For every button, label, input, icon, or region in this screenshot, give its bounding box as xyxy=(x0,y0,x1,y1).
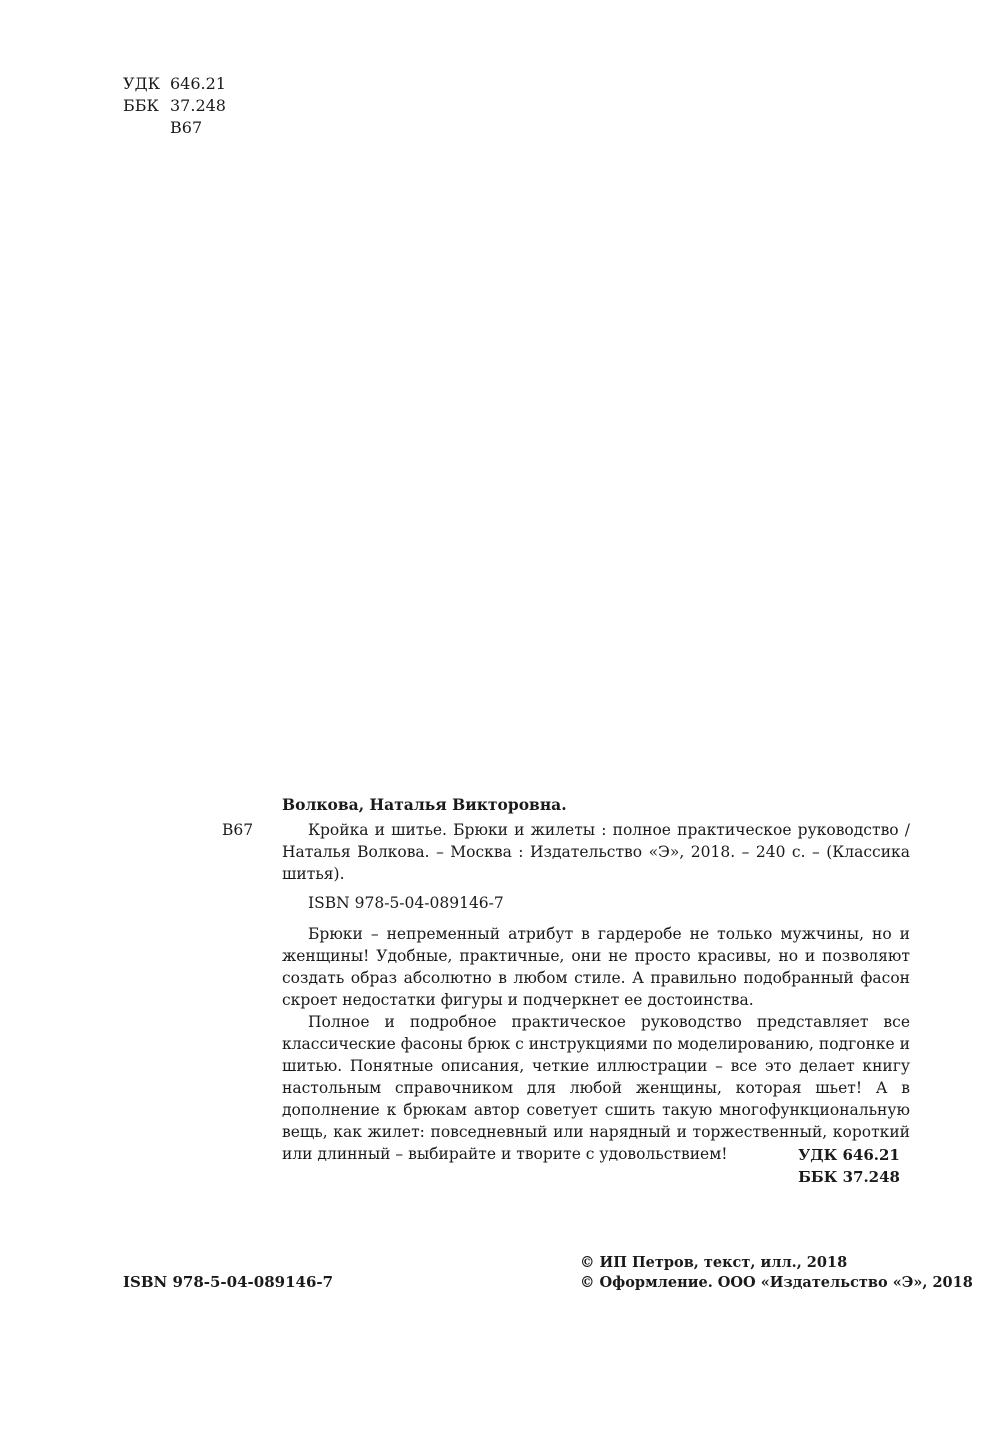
bbk-label: ББК xyxy=(123,96,159,115)
footer-isbn: ISBN 978-5-04-089146-7 xyxy=(123,1273,334,1291)
copyright-text: © ИП Петров, текст, илл., 2018 xyxy=(580,1254,848,1271)
copyright-block xyxy=(580,1253,973,1293)
udk-label: УДК xyxy=(123,74,160,93)
card-classification xyxy=(798,1144,900,1188)
card-annotation xyxy=(282,923,910,1165)
copyright-design: © Оформление. ООО «Издательство «Э», 2018 xyxy=(580,1274,973,1291)
author-code-row xyxy=(123,117,226,139)
card-bbk: ББК 37.248 xyxy=(798,1168,900,1186)
card-bibliographic-description: Кройка и шитье. Брюки и жилеты : полное практическое руководство / Наталья Волкова. – Москва : Издательство «Э», 2018. – 240 с. – (Классика шитья). xyxy=(282,821,910,883)
card-isbn: ISBN 978-5-04-089146-7 xyxy=(308,894,504,912)
card-author-code: В67 xyxy=(222,821,254,839)
bbk-row xyxy=(123,95,226,117)
udk-value: 646.21 xyxy=(170,74,226,93)
card-author: Волкова, Наталья Викторовна. xyxy=(282,795,567,814)
annotation-paragraph: Брюки – непременный атрибут в гардеробе не только мужчины, но и женщины! Удобные, практичные, они не просто красивы, но и позволяют создать образ абсолютно в любом стиле. А правильно подобранный фасон скроет недостатки фигуры и подчеркнет ее достоинства. xyxy=(282,925,910,1009)
bbk-value: 37.248 xyxy=(170,96,226,115)
author-code: В67 xyxy=(170,118,203,137)
card-udk: УДК 646.21 xyxy=(798,1146,900,1164)
udk-row xyxy=(123,73,226,95)
classification-block xyxy=(123,73,226,139)
annotation-paragraph: Полное и подробное практическое руководство представляет все классические фасоны брюк с инструкциями по моделированию, подгонке и шитью. Понятные описания, четкие иллюстрации – все это делает книгу настольным справочником для любой женщины, которая шьет! А в дополнение к брюкам автор советует сшить такую многофункциональную вещь, как жилет: повседневный или нарядный и торжественный, короткий или длинный – выбирайте и творите с удовольствием! xyxy=(282,1013,910,1163)
